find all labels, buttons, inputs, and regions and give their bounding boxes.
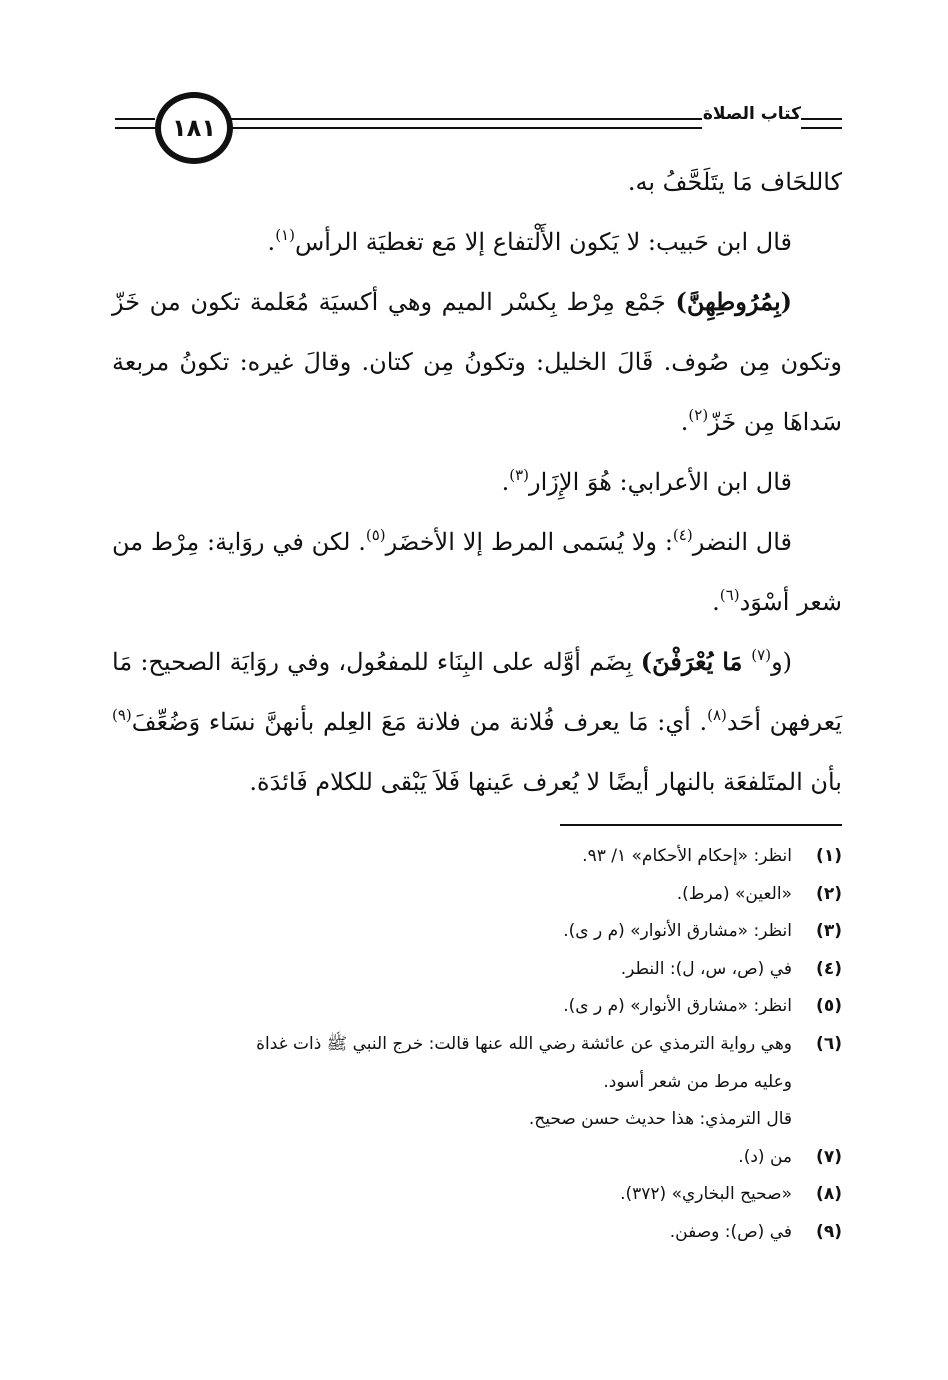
footnote-ref-9: (٩)	[112, 706, 132, 724]
footnote-ref-8: (٨)	[707, 706, 727, 724]
footnote-text: من (د).	[738, 1146, 792, 1167]
footnote-5	[108, 988, 842, 1026]
footnote-text: «العين» (مرط).	[676, 883, 792, 904]
footnote-text: انظر: «إحكام الأحكام» ١/ ٩٣.	[582, 846, 792, 866]
footnote-ref-1: (١)	[275, 226, 295, 244]
footnote-number: (٣)	[816, 921, 842, 942]
footnote-text: انظر: «مشارق الأنوار» (م ر ى).	[563, 921, 792, 942]
footnote-number: (٦)	[816, 1033, 842, 1054]
footnote-number: (٥)	[816, 996, 842, 1017]
main-text	[112, 152, 842, 812]
footnote-2	[108, 876, 842, 914]
footnote-1	[108, 838, 842, 876]
footnote-6	[108, 1026, 842, 1139]
footnote-4	[108, 951, 842, 989]
footnote-3	[108, 913, 842, 951]
footnote-9	[108, 1214, 842, 1252]
footnote-ref-4: (٤)	[672, 526, 693, 544]
footnote-text: في (ص، س، ل): النطر.	[620, 958, 792, 979]
footnote-ref-3: (٣)	[509, 466, 530, 484]
footnote-7	[108, 1139, 842, 1177]
footnote-separator	[560, 824, 842, 826]
paragraph-4: قال ابن الأعرابي: هُوَ الإِزَار$^{(٣)}$.	[501, 466, 792, 496]
footnotes	[108, 838, 842, 1252]
paragraph-2: قال ابن حَبيب: لا يَكون الأَلْتفاع إلا مَع تغطيَة الرأس$^{(١)}$.	[267, 226, 792, 256]
footnote-text: انظر: «مشارق الأنوار» (م ر ى).	[563, 996, 792, 1017]
page-number: ١٨١	[155, 92, 233, 164]
footnote-number: (١)	[816, 846, 842, 866]
footnote-number: (٤)	[816, 958, 842, 979]
quoted-term-ma-yurafna: مَا يُعْرَفْنَ)	[640, 647, 752, 676]
footnote-ref-6: (٦)	[719, 586, 740, 604]
paragraph-5: قال النضر$^{(٤)}$: ولا يُسَمى المرط إلا الأخضَر$^{(٥)}$. لكن في روَاية: مِرْط من شعر أسْوَد$^{(٦)}$.	[112, 526, 842, 616]
footnote-number: (٩)	[816, 1221, 842, 1242]
footnote-ref-5: (٥)	[365, 526, 386, 544]
footnote-ref-2: (٢)	[688, 406, 709, 424]
paragraph-1: كاللحَاف مَا يتَلَحَّفُ به.	[627, 168, 842, 196]
footnote-text: وهي رواية الترمذي عن عائشة رضي الله عنها قالت: خرج النبي ﷺ ذات غداة	[256, 1033, 792, 1054]
running-title: كتاب الصلاة	[702, 104, 801, 124]
footnote-number: (٧)	[816, 1146, 842, 1167]
paragraph-6: (و$^{(٧)}$ مَا يُعْرَفْنَ) بِضَم أوَّله على البِنَاء للمفعُول، وفي روَايَة الصحيح: مَا يَعرفهن أحَد$^{(٨)}$. أي: مَا يعرف فُلانة من فلانة مَعَ العِلم بأنهنَّ نسَاء وَضُعِّفَ$^{(٩)}$ بأن المتَلفعَة بالنهار أيضًا لا يُعرف عَينها فَلاَ يَبْقى للكلام فَائدَة.	[112, 646, 842, 796]
footnote-text: «صحيح البخاري» (٣٧٢).	[620, 1184, 792, 1205]
header-rule-right	[801, 118, 842, 129]
header-rule-left	[115, 118, 155, 129]
footnote-ref-7: (٧)	[751, 646, 772, 664]
footnote-8	[108, 1176, 842, 1214]
footnote-text: قال الترمذي: هذا حديث حسن صحيح.	[528, 1109, 792, 1130]
footnote-number: (٨)	[816, 1184, 842, 1205]
footnote-text: وعليه مرط من شعر أسود.	[603, 1071, 792, 1092]
paragraph-3: (بِمُرُوطِهِنَّ) جَمْع مِرْط بِكسْر الميم وهي أكسيَة مُعَلمة تكون من خَزّ وتكون مِن صُوف. قَالَ الخليل: وتكونُ مِن كتان. وقالَ غيره: تكونُ مربعة سَداهَا مِن خَزّ$^{(٢)}$.	[112, 287, 842, 436]
header-rule-middle	[227, 118, 702, 129]
footnote-text: في (ص): وصفن.	[669, 1221, 792, 1242]
quoted-term-bimurutihinna: (بِمُرُوطِهِنَّ)	[675, 287, 792, 316]
footnote-number: (٢)	[816, 883, 842, 904]
